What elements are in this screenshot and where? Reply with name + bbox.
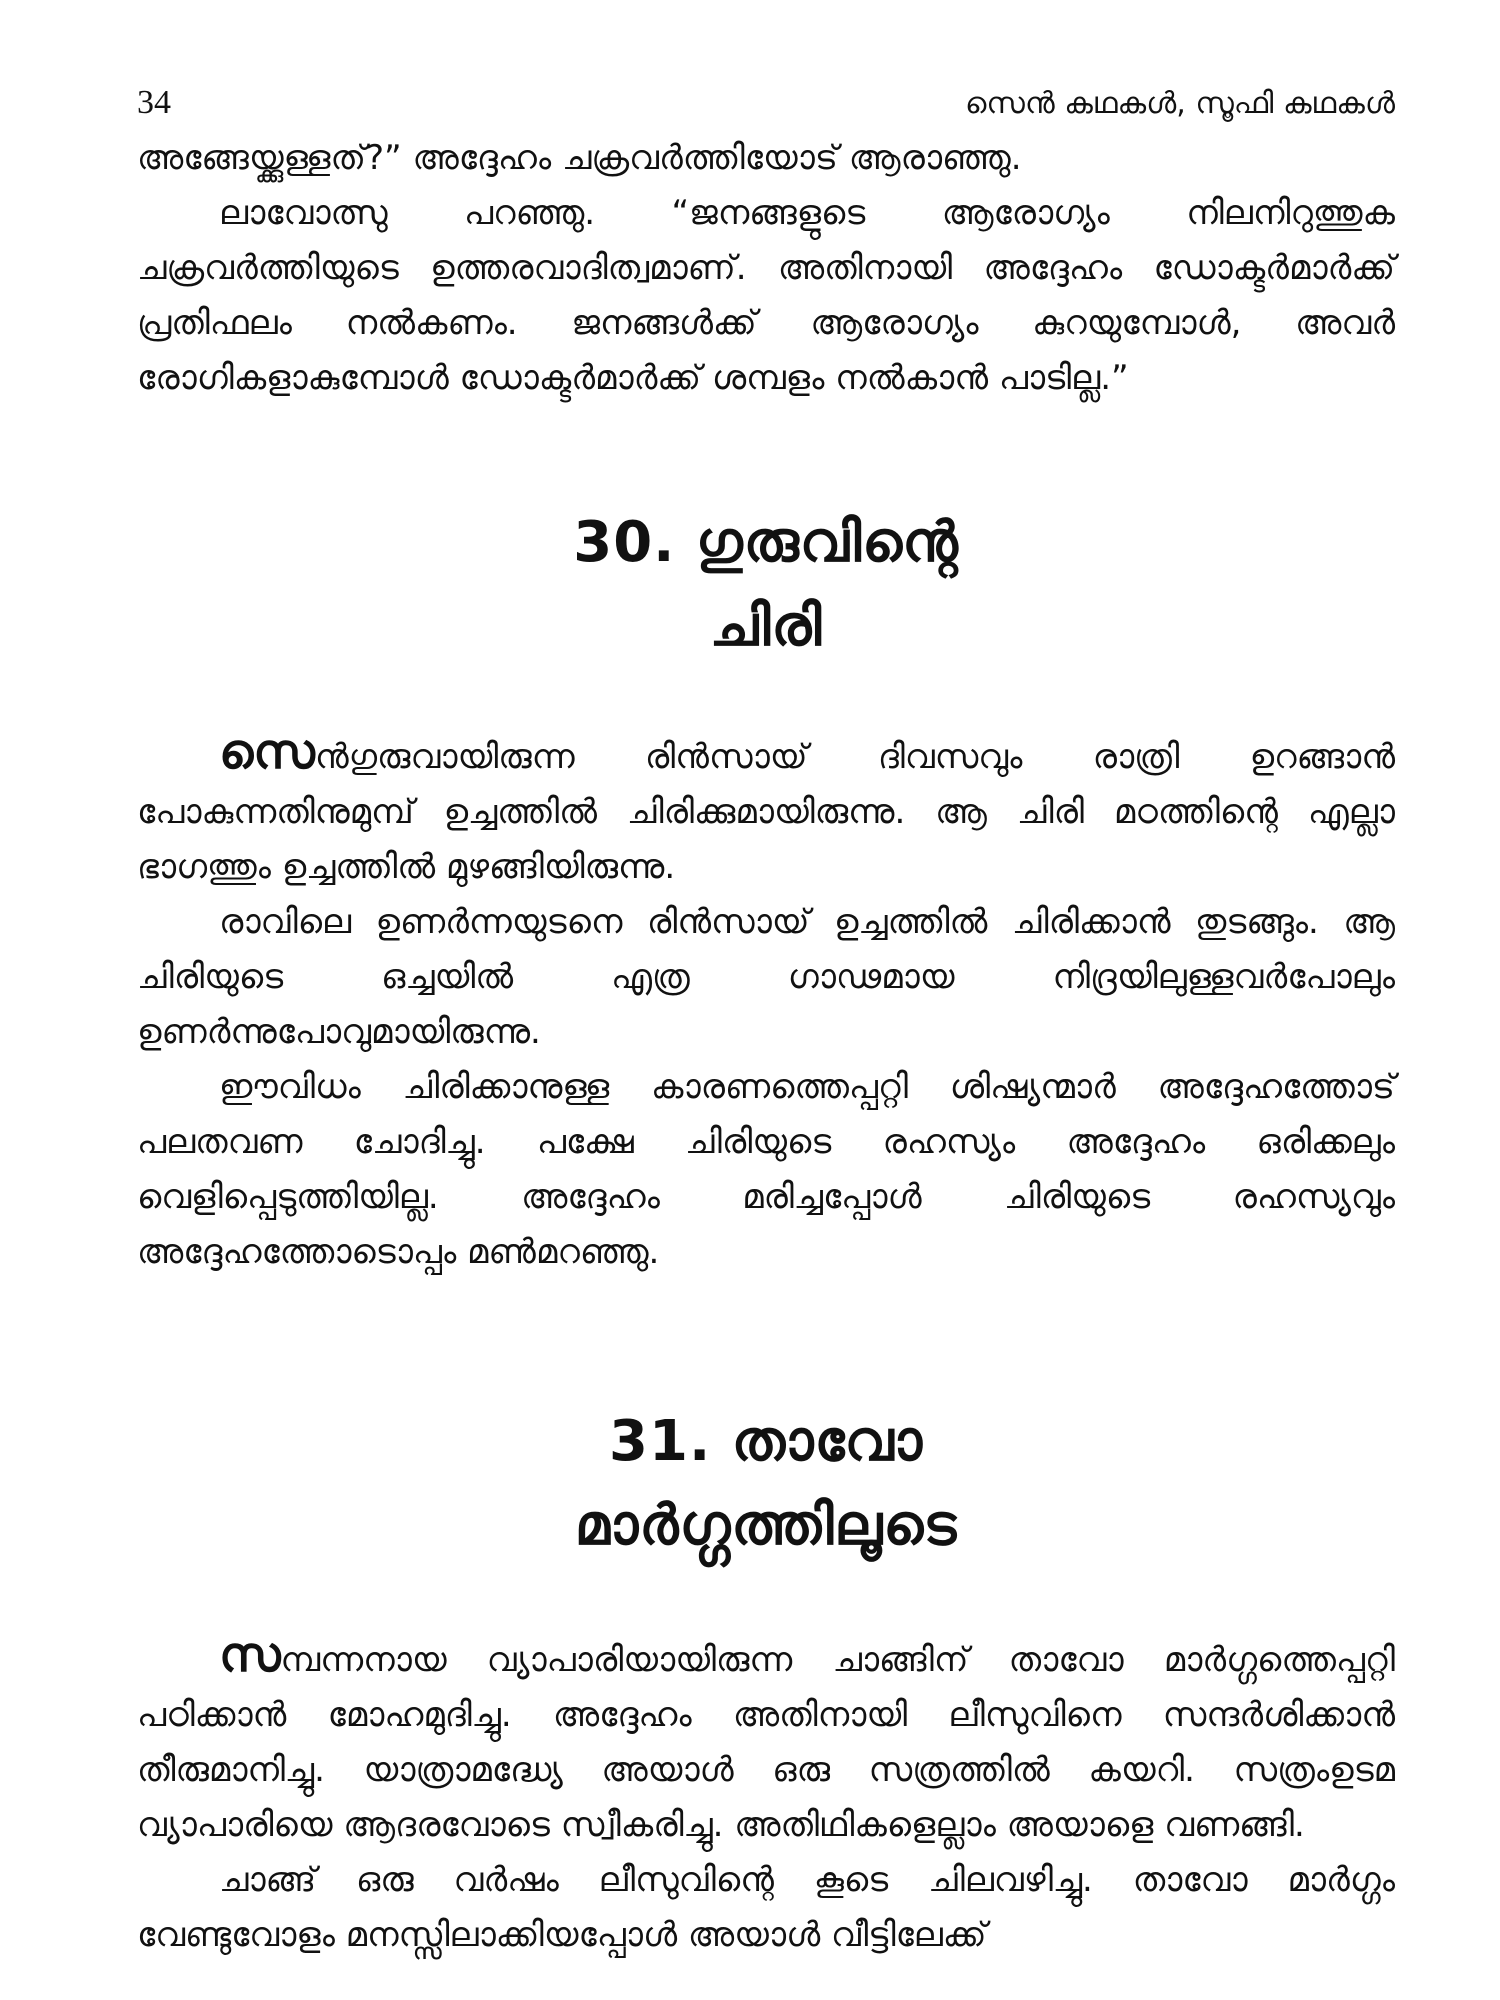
- page-number: 34: [137, 84, 171, 121]
- section-30-paragraph-3: ഈവിധം ചിരിക്കാനുള്ള കാരണത്തെപ്പറ്റി ശിഷ്യന്മാർ അദ്ദേഹത്തോട് പലതവണ ചോദിച്ചു. പക്ഷേ ചിരിയുടെ രഹസ്യം അദ്ദേഹം ഒരിക്കലും വെളിപ്പെടുത്തിയില്ല. അദ്ദേഹം മരിച്ചപ്പോൾ ചിരിയുടെ രഹസ്യവും അദ്ദേഹത്തോടൊപ്പം മൺമറഞ്ഞു.: [137, 1067, 1395, 1272]
- section-30-title-line-2: ചിരി: [709, 594, 823, 659]
- section-31-title-line-1: 31. താവോ: [609, 1409, 923, 1474]
- section-31-paragraph-1-text: മ്പന്നനായ വ്യാപാരിയായിരുന്ന ചാങ്ങിന് താവോ മാർഗ്ഗത്തെപ്പറ്റി പഠിക്കാൻ മോഹമുദിച്ചു. അദ്ദേഹം അതിനായി ലീസുവിനെ സന്ദർശിക്കാൻ തീരുമാനിച്ചു. യാത്രാമദ്ധ്യേ അയാൾ ഒരു സത്രത്തിൽ കയറി. സത്രംഉടമ വ്യാപാരിയെ ആദരവോടെ സ്വീകരിച്ചു. അതിഥികളെല്ലാം അയാളെ വണങ്ങി.: [137, 1640, 1395, 1845]
- section-30-title-line-1: 30. ഗുരുവിന്റെ: [573, 510, 959, 575]
- section-30-paragraph-1: [137, 725, 1395, 895]
- section-31-paragraph-1: [137, 1628, 1395, 1853]
- section-31-title-line-2: മാർഗ്ഗത്തിലൂടെ: [574, 1493, 958, 1558]
- running-title: സെൻ കഥകൾ, സൂഫി കഥകൾ: [964, 86, 1395, 121]
- section-30-paragraph-1-text: ൻഗുരുവായിരുന്ന രിൻസായ് ദിവസവും രാത്രി ഉറങ്ങാൻ പോകുന്നതിനുമുമ്പ് ഉച്ചത്തിൽ ചിരിക്കുമായിരുന്നു. ആ ചിരി മഠത്തിന്റെ എല്ലാ ഭാഗത്തും ഉച്ചത്തിൽ മുഴങ്ങിയിരുന്നു.: [137, 737, 1395, 887]
- intro-paragraph-1: അങ്ങേയ്ക്കുള്ളത്?” അദ്ദേഹം ചക്രവർത്തിയോട് ആരാഞ്ഞു.: [137, 138, 1022, 178]
- section-30-dropcap: സെ: [219, 724, 315, 780]
- section-31-dropcap: സ: [219, 1627, 281, 1683]
- section-30-paragraph-2: രാവിലെ ഉണർന്നയുടനെ രിൻസായ് ഉച്ചത്തിൽ ചിരിക്കാൻ തുടങ്ങും. ആ ചിരിയുടെ ഒച്ചയിൽ എത്ര ഗാഢമായ നിദ്രയിലുള്ളവർപോലും ഉണർന്നുപോവുമായിരുന്നു.: [137, 902, 1395, 1052]
- book-page: [137, 75, 1395, 1963]
- section-31-title: [137, 1400, 1395, 1568]
- section-30-title: [137, 501, 1395, 669]
- section-31-paragraph-2: ചാങ്ങ് ഒരു വർഷം ലീസുവിന്റെ കൂടെ ചിലവഴിച്ചു. താവോ മാർഗ്ഗം വേണ്ടുവോളം മനസ്സിലാക്കിയപ്പോൾ അയാൾ വീട്ടിലേക്ക്: [137, 1860, 1395, 1955]
- page-header: [137, 75, 1395, 131]
- intro-paragraph-2: ലാവോത്സു പറഞ്ഞു. “ജനങ്ങളുടെ ആരോഗ്യം നിലനിറുത്തുക ചക്രവർത്തിയുടെ ഉത്തരവാദിത്വമാണ്. അതിനായി അദ്ദേഹം ഡോക്ടർമാർക്ക് പ്രതിഫലം നൽകണം. ജനങ്ങൾക്ക് ആരോഗ്യം കുറയുമ്പോൾ, അവർ രോഗികളാകുമ്പോൾ ഡോക്ടർമാർക്ക് ശമ്പളം നൽകാൻ പാടില്ല.”: [137, 193, 1395, 398]
